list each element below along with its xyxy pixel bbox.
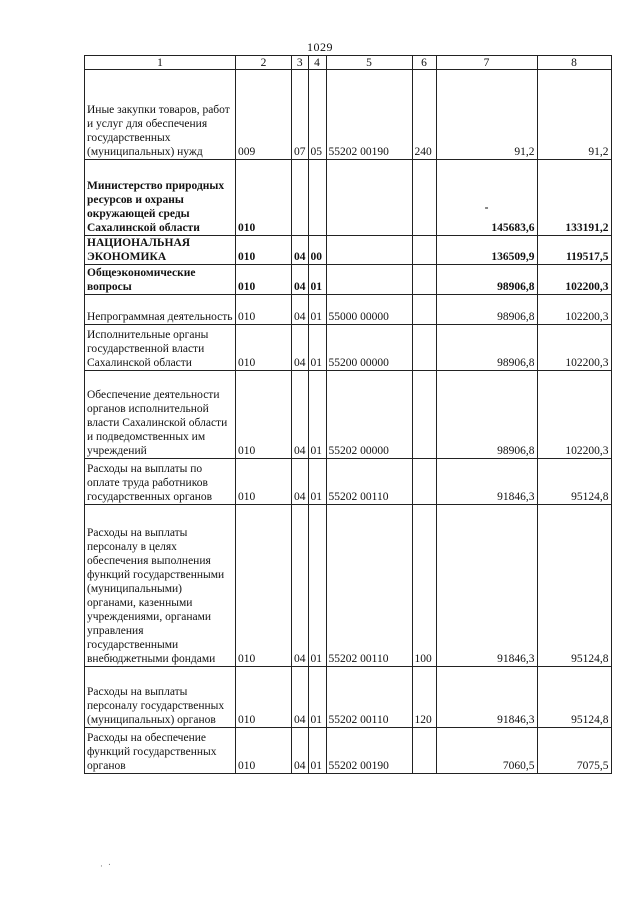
cell-expense-type: 100 (412, 505, 436, 667)
column-header: 8 (537, 56, 611, 70)
cell-ministry-code: 010 (236, 236, 292, 265)
cell-subsection: 01 (308, 265, 326, 295)
cell-expense-type (412, 325, 436, 371)
cell-subsection: 05 (308, 70, 326, 160)
cell-subsection: 01 (308, 371, 326, 459)
cell-amount-8: 102200,3 (537, 371, 611, 459)
cell-target-article: 55200 00000 (326, 325, 412, 371)
cell-amount-7: 98906,8 (436, 265, 537, 295)
cell-section: 04 (292, 667, 309, 728)
cell-subsection: 01 (308, 667, 326, 728)
cell-ministry-code: 010 (236, 160, 292, 236)
scan-dash-mark: - (484, 202, 489, 214)
table-row (85, 265, 612, 295)
row-name: Непрограммная деятельность (85, 295, 236, 325)
cell-subsection: 01 (308, 459, 326, 505)
table-row (85, 728, 612, 774)
column-header: 3 (292, 56, 309, 70)
cell-section: 04 (292, 295, 309, 325)
table-header-row (85, 56, 612, 70)
cell-amount-7: 91846,3 (436, 459, 537, 505)
cell-ministry-code: 010 (236, 505, 292, 667)
cell-amount-7-value: 145683,6 (491, 222, 535, 234)
column-header: 2 (236, 56, 292, 70)
cell-ministry-code: 009 (236, 70, 292, 160)
cell-ministry-code: 010 (236, 459, 292, 505)
table-row (85, 236, 612, 265)
cell-target-article: 55202 00110 (326, 459, 412, 505)
page-number: 1029 (307, 40, 333, 54)
cell-expense-type (412, 371, 436, 459)
cell-amount-8: 7075,5 (537, 728, 611, 774)
cell-amount-8: 119517,5 (537, 236, 611, 265)
table-row (85, 295, 612, 325)
cell-subsection (308, 160, 326, 236)
cell-amount-7: 91,2 (436, 70, 537, 160)
cell-section: 04 (292, 236, 309, 265)
cell-subsection: 00 (308, 236, 326, 265)
scan-speck: · (100, 862, 103, 872)
row-name: Обеспечение деятельности органов исполнительной власти Сахалинской области и подведомственных им учреждений (85, 371, 236, 459)
cell-expense-type (412, 459, 436, 505)
column-header: 6 (412, 56, 436, 70)
cell-target-article: 55202 00190 (326, 728, 412, 774)
column-header: 5 (326, 56, 412, 70)
cell-expense-type: 120 (412, 667, 436, 728)
cell-section: 04 (292, 265, 309, 295)
table-row (85, 505, 612, 667)
cell-subsection: 01 (308, 728, 326, 774)
cell-amount-8: 95124,8 (537, 667, 611, 728)
row-name: Министерство природных ресурсов и охраны окружающей среды Сахалинской области (85, 160, 236, 236)
table-row (85, 459, 612, 505)
cell-amount-7: 136509,9 (436, 236, 537, 265)
cell-amount-8: 95124,8 (537, 505, 611, 667)
row-name: Расходы на выплаты по оплате труда работников государственных органов (85, 459, 236, 505)
cell-target-article: 55202 00110 (326, 667, 412, 728)
cell-expense-type (412, 728, 436, 774)
cell-ministry-code: 010 (236, 265, 292, 295)
cell-amount-8: 102200,3 (537, 325, 611, 371)
cell-amount-8: 102200,3 (537, 265, 611, 295)
cell-amount-7 (436, 160, 537, 236)
cell-amount-8: 95124,8 (537, 459, 611, 505)
table-row (85, 325, 612, 371)
row-name: Исполнительные органы государственной власти Сахалинской области (85, 325, 236, 371)
row-name: Общеэкономические вопросы (85, 265, 236, 295)
cell-subsection: 01 (308, 295, 326, 325)
scan-speck: . (108, 858, 111, 868)
row-name: Иные закупки товаров, работ и услуг для обеспечения государственных (муниципальных) нужд (85, 70, 236, 160)
table-row (85, 371, 612, 459)
table-row (85, 667, 612, 728)
cell-expense-type (412, 265, 436, 295)
cell-ministry-code: 010 (236, 371, 292, 459)
cell-amount-7: 98906,8 (436, 295, 537, 325)
cell-ministry-code: 010 (236, 728, 292, 774)
cell-target-article (326, 236, 412, 265)
cell-amount-7: 98906,8 (436, 325, 537, 371)
cell-section: 04 (292, 371, 309, 459)
cell-section: 04 (292, 728, 309, 774)
cell-subsection: 01 (308, 505, 326, 667)
cell-target-article (326, 265, 412, 295)
cell-ministry-code: 010 (236, 295, 292, 325)
cell-amount-7: 91846,3 (436, 505, 537, 667)
cell-section (292, 160, 309, 236)
column-header: 4 (308, 56, 326, 70)
column-header: 7 (436, 56, 537, 70)
cell-target-article: 55202 00190 (326, 70, 412, 160)
table-row (85, 70, 612, 160)
row-name: Расходы на обеспечение функций государственных органов (85, 728, 236, 774)
cell-target-article (326, 160, 412, 236)
cell-amount-7: 91846,3 (436, 667, 537, 728)
cell-expense-type (412, 236, 436, 265)
cell-target-article: 55202 00000 (326, 371, 412, 459)
cell-amount-7: 98906,8 (436, 371, 537, 459)
cell-target-article: 55202 00110 (326, 505, 412, 667)
cell-amount-7: 7060,5 (436, 728, 537, 774)
cell-ministry-code: 010 (236, 667, 292, 728)
budget-table (84, 55, 612, 774)
cell-section: 07 (292, 70, 309, 160)
row-name: НАЦИОНАЛЬНАЯ ЭКОНОМИКА (85, 236, 236, 265)
cell-ministry-code: 010 (236, 325, 292, 371)
cell-target-article: 55000 00000 (326, 295, 412, 325)
cell-expense-type: 240 (412, 70, 436, 160)
cell-section: 04 (292, 505, 309, 667)
column-header: 1 (85, 56, 236, 70)
cell-section: 04 (292, 325, 309, 371)
cell-subsection: 01 (308, 325, 326, 371)
cell-amount-8: 91,2 (537, 70, 611, 160)
cell-amount-8: 133191,2 (537, 160, 611, 236)
row-name: Расходы на выплаты персоналу в целях обеспечения выполнения функций государственными (муниципальными) органами, казенными учреждениями, органами управления государственными внебюджетными фондами (85, 505, 236, 667)
table-row (85, 160, 612, 236)
cell-section: 04 (292, 459, 309, 505)
cell-expense-type (412, 160, 436, 236)
cell-amount-8: 102200,3 (537, 295, 611, 325)
row-name: Расходы на выплаты персоналу государственных (муниципальных) органов (85, 667, 236, 728)
cell-expense-type (412, 295, 436, 325)
